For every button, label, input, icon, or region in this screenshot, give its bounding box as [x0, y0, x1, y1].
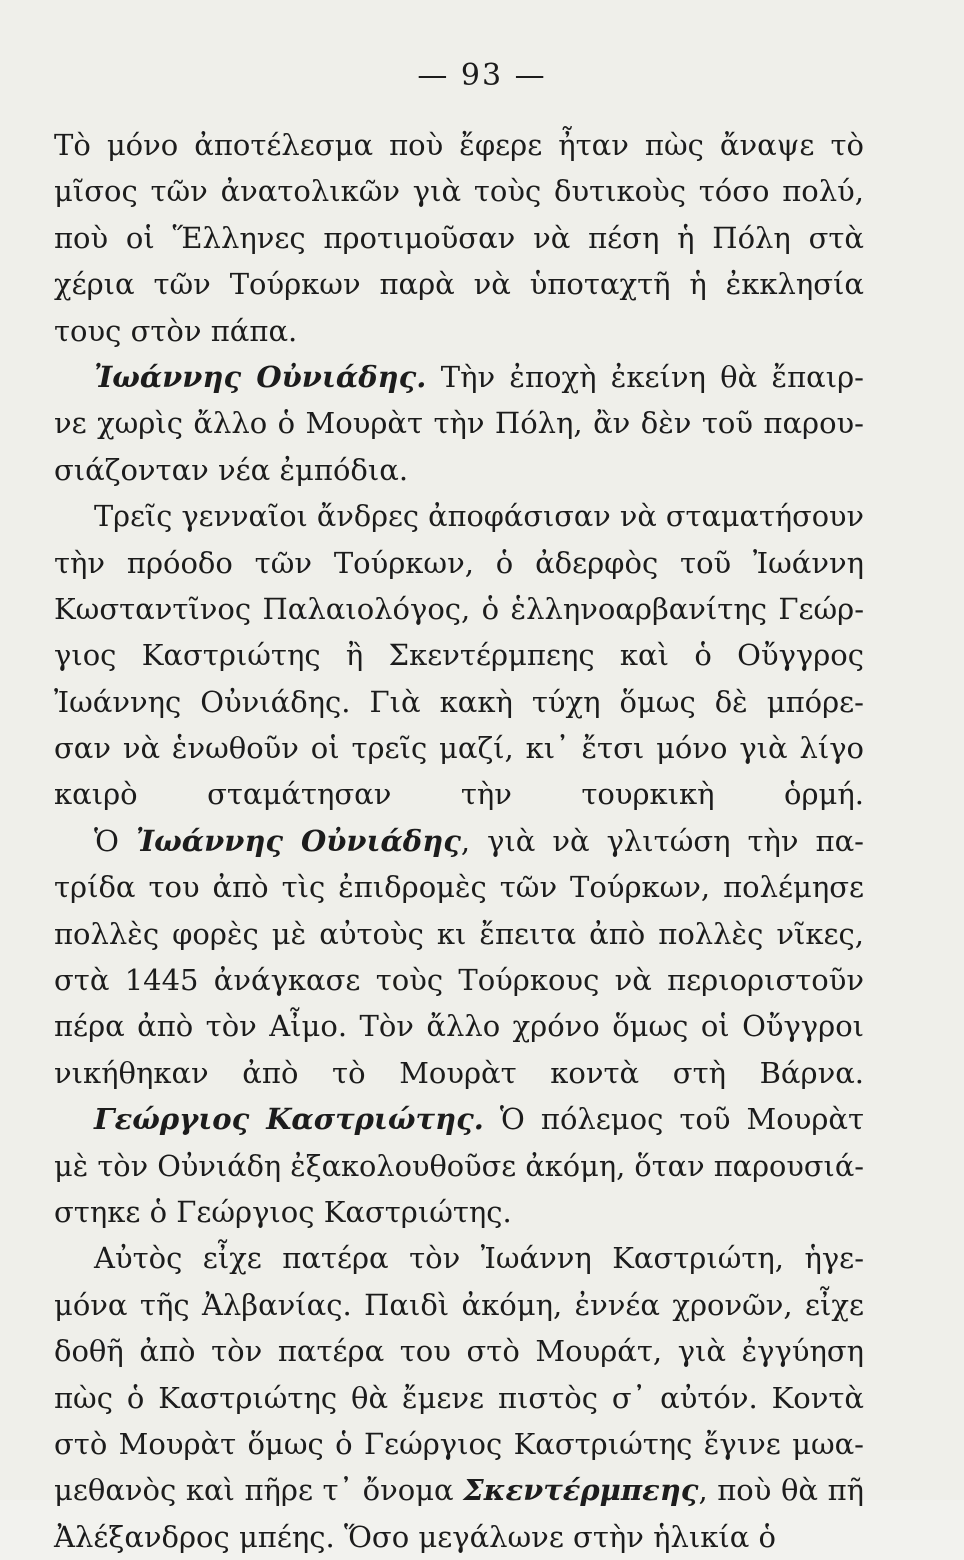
text-run: πὼς ὁ Καστριώτης θὰ ἔμενε πιστὸς σ᾿ αὐτόν. Κοντὰ — [54, 1380, 864, 1415]
text-line-content — [54, 546, 864, 580]
text-line — [54, 957, 864, 1003]
text-line-content — [54, 1473, 864, 1507]
text-line-content — [54, 685, 864, 719]
emphasized-name: Ἰωάννης Οὐνιάδης — [135, 823, 461, 858]
text-run: μεθανὸς καὶ πῆρε τ᾿ ὄνομα — [54, 1473, 464, 1508]
text-line — [54, 1514, 864, 1560]
text-line — [54, 122, 864, 168]
text-line — [54, 1375, 864, 1421]
text-run: τὴν πρόοδο τῶν Τούρκων, ὁ ἀδερφὸς τοῦ Ἰωάννη — [54, 545, 864, 580]
text-run: στηκε ὁ Γεώργιος Καστριώτης. — [54, 1194, 512, 1229]
text-line-content — [54, 1288, 864, 1322]
text-line — [54, 354, 864, 400]
text-run: γιος Καστριώτης ἢ Σκεντέρμπεης καὶ ὁ Οὔγγρος — [54, 638, 864, 673]
text-line-content — [54, 1195, 512, 1229]
text-line — [54, 1143, 864, 1189]
text-run: Τὴν ἐποχὴ ἐκείνη θὰ ἔπαιρ- — [426, 359, 864, 394]
text-run: Ἀλέξανδρος μπέης. Ὅσο μεγάλωνε στὴν ἡλικία ὁ — [54, 1519, 776, 1554]
text-line — [54, 1050, 864, 1096]
text-line — [54, 1189, 864, 1235]
text-line — [54, 1235, 864, 1281]
text-run: νε χωρὶς ἄλλο ὁ Μουρὰτ τὴν Πόλη, ἂν δὲν τοῦ παρου- — [54, 406, 864, 441]
text-line-content — [94, 1102, 864, 1136]
text-line — [54, 1328, 864, 1374]
text-line — [54, 540, 864, 586]
text-line-content — [54, 267, 864, 301]
text-line — [54, 493, 864, 539]
text-run: μόνα τῆς Ἀλβανίας. Παιδὶ ἀκόμη, ἐννέα χρονῶν, εἶχε — [54, 1287, 864, 1322]
text-run: στὸ Μουρὰτ ὅμως ὁ Γεώργιος Καστριώτης ἔγινε μωα- — [54, 1426, 864, 1461]
text-line-content — [54, 963, 864, 997]
text-line — [54, 261, 864, 307]
text-run: σιάζονταν νέα ἐμπόδια. — [54, 452, 409, 487]
text-line-content — [54, 917, 864, 951]
text-line — [54, 864, 864, 910]
text-run: καιρὸ σταμάτησαν τὴν τουρκικὴ ὁρμή. — [54, 777, 864, 812]
text-line-content — [54, 777, 864, 811]
text-run: μὲ τὸν Οὐνιάδη ἐξακολουθοῦσε ἀκόμη, ὅταν παρουσιά- — [54, 1148, 865, 1183]
text-line-content — [94, 360, 864, 394]
text-run: στὰ 1445 ἀνάγκασε τοὺς Τούρκους νὰ περιοριστοῦν — [54, 963, 865, 998]
text-line-content — [54, 731, 864, 765]
text-line — [54, 168, 864, 214]
text-line — [54, 447, 864, 493]
text-run: Κωσταντῖνος Παλαιολόγος, ὁ ἑλληνοαρβανίτης Γεώρ- — [54, 591, 864, 626]
text-run: Τὸ μόνο ἀποτέλεσμα ποὺ ἔφερε ἦταν πὼς ἄναψε τὸ — [54, 128, 864, 162]
text-line — [54, 1096, 864, 1142]
text-run: ποὺ οἱ Ἕλληνες προτιμοῦσαν νὰ πέση ἡ Πόλη στὰ — [54, 220, 865, 255]
text-line-content — [54, 1009, 864, 1043]
text-line — [54, 1467, 864, 1513]
text-line-content — [54, 128, 864, 162]
text-line — [54, 400, 864, 446]
text-line — [54, 818, 864, 864]
text-line — [54, 771, 864, 817]
text-line — [54, 679, 864, 725]
emphasized-name: Γεώργιος Καστριώτης. — [94, 1102, 484, 1137]
text-line-content — [54, 1334, 864, 1368]
text-run: πέρα ἀπὸ τὸν Αἶμο. Τὸν ἄλλο χρόνο ὅμως οἱ Οὔγγροι — [54, 1009, 865, 1044]
text-line — [54, 725, 864, 771]
text-line-content — [54, 453, 408, 487]
text-line-content — [54, 1427, 864, 1461]
text-line-content — [94, 493, 864, 539]
body-text — [54, 122, 864, 1560]
text-line-content — [54, 406, 864, 440]
text-line-content — [54, 870, 864, 904]
text-line-content — [54, 314, 297, 348]
text-run: μῖσος τῶν ἀνατολικῶν γιὰ τοὺς δυτικοὺς τόσο πολύ, — [54, 174, 864, 209]
text-line — [54, 632, 864, 678]
text-run: δοθῆ ἀπὸ τὸν πατέρα του στὸ Μουράτ, γιὰ ἐγγύηση — [54, 1334, 864, 1369]
text-line — [54, 1003, 864, 1049]
text-line-content — [54, 221, 864, 255]
text-run: νικήθηκαν ἀπὸ τὸ Μουρὰτ κοντὰ στὴ Βάρνα. — [54, 1055, 864, 1090]
text-line — [54, 1282, 864, 1328]
text-line-content — [54, 174, 864, 208]
text-run: Ὁ πόλεμος τοῦ Μουρὰτ — [483, 1102, 865, 1137]
text-run: , ποὺ θὰ πῆ — [698, 1473, 865, 1508]
text-run: Τρεῖς γενναῖοι ἄνδρες ἀποφάσισαν νὰ σταματήσουν — [94, 499, 864, 534]
text-run: , γιὰ νὰ γλιτώση τὴν πα- — [460, 823, 864, 858]
text-line-content — [54, 1381, 864, 1415]
text-run: χέρια τῶν Τούρκων παρὰ νὰ ὑποταχτῆ ἡ ἐκκλησία — [54, 267, 864, 302]
text-line — [54, 1421, 864, 1467]
text-line-content — [94, 1241, 864, 1275]
text-line-content — [54, 1520, 776, 1554]
page-number: — 93 — — [417, 58, 547, 93]
text-line — [54, 911, 864, 957]
text-line-content — [54, 592, 864, 626]
text-line — [54, 308, 864, 354]
text-line-content — [54, 1056, 864, 1090]
text-line-content — [94, 824, 864, 858]
text-run: τους στὸν πάπα. — [54, 313, 298, 348]
text-line-content — [54, 638, 864, 672]
emphasized-name: Ἰωάννης Οὐνιάδης. — [94, 359, 427, 394]
text-run: σαν νὰ ἑνωθοῦν οἱ τρεῖς μαζί, κι᾿ ἔτσι μόνο γιὰ λίγο — [54, 731, 865, 766]
text-run: τρίδα του ἀπὸ τὶς ἐπιδρομὲς τῶν Τούρκων, πολέμησε — [54, 870, 865, 905]
emphasized-name: Σκεντέρμπεης — [463, 1473, 699, 1508]
text-run: Ἰωάννης Οὐνιάδης. Γιὰ κακὴ τύχη ὅμως δὲ μπόρε- — [54, 684, 864, 719]
text-run: Ὁ — [94, 823, 136, 858]
text-line — [54, 215, 864, 261]
text-run: Αὐτὸς εἶχε πατέρα τὸν Ἰωάννη Καστριώτη, ἡγε- — [94, 1241, 865, 1276]
text-line-content — [54, 1143, 864, 1189]
text-run: πολλὲς φορὲς μὲ αὐτοὺς κι ἔπειτα ἀπὸ πολλὲς νῖκες, — [54, 916, 865, 951]
text-line — [54, 586, 864, 632]
